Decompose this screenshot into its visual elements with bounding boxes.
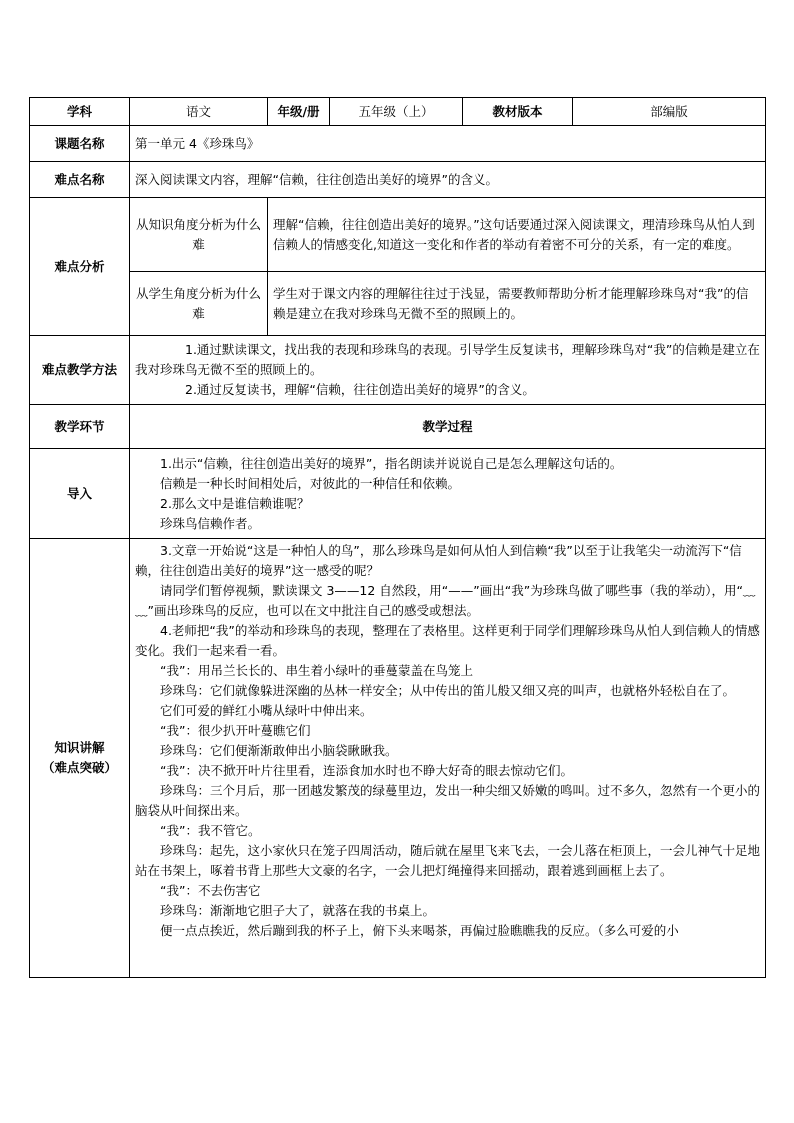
method-row	[30, 336, 766, 405]
header-row	[30, 98, 766, 126]
lesson-plan-table	[29, 97, 766, 978]
grade-label: 年级/册	[268, 98, 330, 126]
intro-label: 导入	[30, 449, 130, 539]
intro-line-1: 1.出示“信赖，往往创造出美好的境界”，指名朗读并说说自己是怎么理解这句话的。	[160, 455, 623, 471]
process-header-row	[30, 405, 766, 449]
intro-line-3: 2.那么文中是谁信赖谁呢？	[160, 495, 310, 511]
analysis-knowledge-label: 从知识角度分析为什么难	[130, 198, 268, 272]
knowledge-para: “我”：不去伤害它	[160, 883, 261, 898]
knowledge-para: 便一点点挨近，然后蹦到我的杯子上，俯下头来喝茶，再偏过脸瞧瞧我的反应。（多么可爱的小	[160, 923, 679, 938]
analysis-label: 难点分析	[30, 198, 130, 336]
intro-content	[130, 449, 766, 539]
method-line-2: 2.通过反复读书，理解“信赖，往往创造出美好的境界”的含义。	[185, 382, 535, 397]
analysis-student-row	[30, 272, 766, 336]
knowledge-para: “我”：我不管它。	[160, 823, 261, 838]
stage-header: 教学环节	[30, 405, 130, 449]
difficulty-row	[30, 162, 766, 198]
difficulty-label: 难点名称	[30, 162, 130, 198]
subject-label: 学科	[30, 98, 130, 126]
knowledge-para: 3.文章一开始说“这是一种怕人的鸟”，那么珍珠鸟是如何从怕人到信赖“我”以至于让我笔尖一动流泻下“信赖，往往创造出美好的境界”这一感受的呢？	[135, 543, 742, 578]
intro-line-4: 珍珠鸟信赖作者。	[160, 515, 261, 531]
subject-value: 语文	[130, 98, 268, 126]
knowledge-para: “我”：用吊兰长长的、串生着小绿叶的垂蔓蒙盖在鸟笼上	[160, 663, 473, 678]
knowledge-para: 珍珠鸟：它们就像躲进深幽的丛林一样安全；从中传出的笛儿般又细又亮的叫声，也就格外轻松自在了。	[160, 683, 736, 698]
analysis-student-text: 学生对于课文内容的理解往往过于浅显，需要教师帮助分析才能理解珍珠鸟对“我”的信赖是建立在我对珍珠鸟无微不至的照顾上的。	[268, 272, 766, 336]
knowledge-row	[30, 539, 766, 978]
knowledge-para: 请同学们暂停视频，默读课文 3——12 自然段，用“——”画出“我”为珍珠鸟做了哪些事（我的举动），用“﹏﹏”画出珍珠鸟的反应，也可以在文中批注自己的感受或想法。	[135, 583, 756, 618]
analysis-knowledge-row	[30, 198, 766, 272]
edition-label: 教材版本	[463, 98, 573, 126]
knowledge-label-line-1: 知识讲解	[54, 740, 105, 755]
lesson-row	[30, 126, 766, 162]
knowledge-para: “我”：很少扒开叶蔓瞧它们	[160, 723, 311, 738]
analysis-student-label: 从学生角度分析为什么难	[130, 272, 268, 336]
method-line-1: 1.通过默读课文，找出我的表现和珍珠鸟的表现。引导学生反复读书，理解珍珠鸟对“我”的信赖是建立在我对珍珠鸟无微不至的照顾上的。	[135, 342, 760, 377]
lesson-value: 第一单元 4《珍珠鸟》	[130, 126, 766, 162]
edition-value: 部编版	[573, 98, 766, 126]
method-content	[130, 336, 766, 405]
knowledge-para: 珍珠鸟：它们便渐渐敢伸出小脑袋瞅瞅我。	[160, 743, 398, 758]
difficulty-value: 深入阅读课文内容，理解“信赖，往往创造出美好的境界”的含义。	[130, 162, 766, 198]
analysis-knowledge-text: 理解“信赖，往往创造出美好的境界。”这句话要通过深入阅读课文，理清珍珠鸟从怕人到信赖人的情感变化,知道这一变化和作者的举动有着密不可分的关系，有一定的难度。	[268, 198, 766, 272]
knowledge-para: 4.老师把“我”的举动和珍珠鸟的表现，整理在了表格里。这样更利于同学们理解珍珠鸟从怕人到信赖人的情感变化。我们一起来看一看。	[135, 623, 760, 658]
intro-row	[30, 449, 766, 539]
grade-value: 五年级（上）	[330, 98, 463, 126]
knowledge-label-line-2: （难点突破）	[41, 760, 117, 775]
knowledge-para: 珍珠鸟：渐渐地它胆子大了，就落在我的书桌上。	[160, 903, 436, 918]
knowledge-content	[130, 539, 766, 978]
knowledge-para: “我”：决不掀开叶片往里看，连添食加水时也不睁大好奇的眼去惊动它们。	[160, 763, 573, 778]
process-header: 教学过程	[130, 405, 766, 449]
knowledge-para: 珍珠鸟：三个月后，那一团越发繁茂的绿蔓里边，发出一种尖细又娇嫩的鸣叫。过不多久，忽然有一个更小的脑袋从叶间探出来。	[135, 783, 761, 818]
intro-line-2: 信赖是一种长时间相处后，对彼此的一种信任和依赖。	[160, 475, 461, 491]
knowledge-label	[30, 539, 130, 978]
knowledge-para: 珍珠鸟：起先，这小家伙只在笼子四周活动，随后就在屋里飞来飞去，一会儿落在柜顶上，一会儿神气十足地站在书架上，啄着书背上那些大文豪的名字，一会儿把灯绳撞得来回摇动，跟着逃到画框上去了。	[135, 843, 761, 878]
method-label: 难点教学方法	[30, 336, 130, 405]
lesson-label: 课题名称	[30, 126, 130, 162]
knowledge-para: 它们可爱的鲜红小嘴从绿叶中伸出来。	[160, 703, 373, 718]
